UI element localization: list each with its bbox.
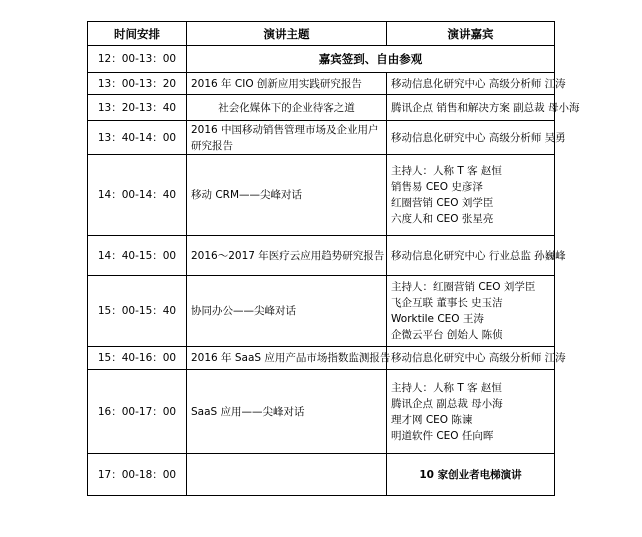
speaker-line: 理才网 CEO 陈谏 <box>391 413 473 426</box>
speaker-cell: 腾讯企点 销售和解决方案 副总裁 母小海 <box>387 95 555 121</box>
speaker-line: 销售易 CEO 史彦泽 <box>391 181 483 193</box>
speaker-line: 飞企互联 董事长 史玉洁 <box>391 297 503 309</box>
schedule-table <box>87 21 580 496</box>
time-cell: 13：00-13：20 <box>88 73 187 95</box>
speaker-cell <box>387 370 555 454</box>
table-row <box>88 95 555 121</box>
table-row <box>88 73 555 95</box>
speaker-line: 主持人：红圈营销 CEO 刘学臣 <box>391 281 536 293</box>
topic-cell: SaaS 应用——尖峰对话 <box>187 370 387 454</box>
time-cell: 14：00-14：40 <box>88 155 187 236</box>
topic-cell: 社会化媒体下的企业待客之道 <box>187 95 387 121</box>
topic-cell: 移动 CRM——尖峰对话 <box>187 155 387 236</box>
speaker-cell: 移动信息化研究中心 高级分析师 江涛 <box>387 347 555 370</box>
speaker-cell <box>387 276 555 347</box>
topic-cell: 协同办公——尖峰对话 <box>187 276 387 347</box>
table-row <box>88 236 555 276</box>
speaker-line: 明道软件 CEO 任向晖 <box>391 429 494 442</box>
header-topic: 演讲主题 <box>187 22 387 46</box>
table-row <box>88 454 555 496</box>
time-cell: 15：40-16：00 <box>88 347 187 370</box>
time-cell: 13：40-14：00 <box>88 121 187 155</box>
topic-cell: 2016 年 CIO 创新应用实践研究报告 <box>187 73 387 95</box>
table-row <box>88 347 555 370</box>
topic-cell: 2016～2017 年医疗云应用趋势研究报告 <box>187 236 387 276</box>
speaker-line: 六度人和 CEO 张星亮 <box>391 213 494 225</box>
topic-cell <box>187 454 387 496</box>
speaker-line: 主持人：人称 T 客 赵恒 <box>391 381 502 394</box>
speaker-line: 主持人：人称 T 客 赵恒 <box>391 165 502 177</box>
header-time: 时间安排 <box>88 22 187 46</box>
header-speaker: 演讲嘉宾 <box>387 22 555 46</box>
time-cell: 16：00-17：00 <box>88 370 187 454</box>
speaker-line: 企微云平台 创始人 陈侦 <box>391 329 503 341</box>
speaker-cell: 移动信息化研究中心 行业总监 孙巍峰 <box>387 236 555 276</box>
time-cell: 14：40-15：00 <box>88 236 187 276</box>
table-row <box>88 46 555 73</box>
table-row <box>88 121 555 155</box>
topic-cell: 2016 年 SaaS 应用产品市场指数监测报告 <box>187 347 387 370</box>
table-row <box>88 370 555 454</box>
header-row <box>88 22 555 46</box>
speaker-line: 红圈营销 CEO 刘学臣 <box>391 197 494 209</box>
speaker-cell: 移动信息化研究中心 高级分析师 吴勇 <box>387 121 555 155</box>
speaker-line: 腾讯企点 副总裁 母小海 <box>391 397 503 410</box>
time-cell: 17：00-18：00 <box>88 454 187 496</box>
time-cell: 15：00-15：40 <box>88 276 187 347</box>
table-row <box>88 276 555 347</box>
speaker-cell: 10 家创业者电梯演讲 <box>387 454 555 496</box>
time-cell: 12：00-13：00 <box>88 46 187 73</box>
time-cell: 13：20-13：40 <box>88 95 187 121</box>
speaker-cell: 移动信息化研究中心 高级分析师 江涛 <box>387 73 555 95</box>
merged-cell: 嘉宾签到、自由参观 <box>187 46 555 73</box>
speaker-line: Worktile CEO 王涛 <box>391 313 484 325</box>
topic-cell: 2016 中国移动销售管理市场及企业用户研究报告 <box>187 121 387 155</box>
table-row <box>88 155 555 236</box>
speaker-cell <box>387 155 555 236</box>
